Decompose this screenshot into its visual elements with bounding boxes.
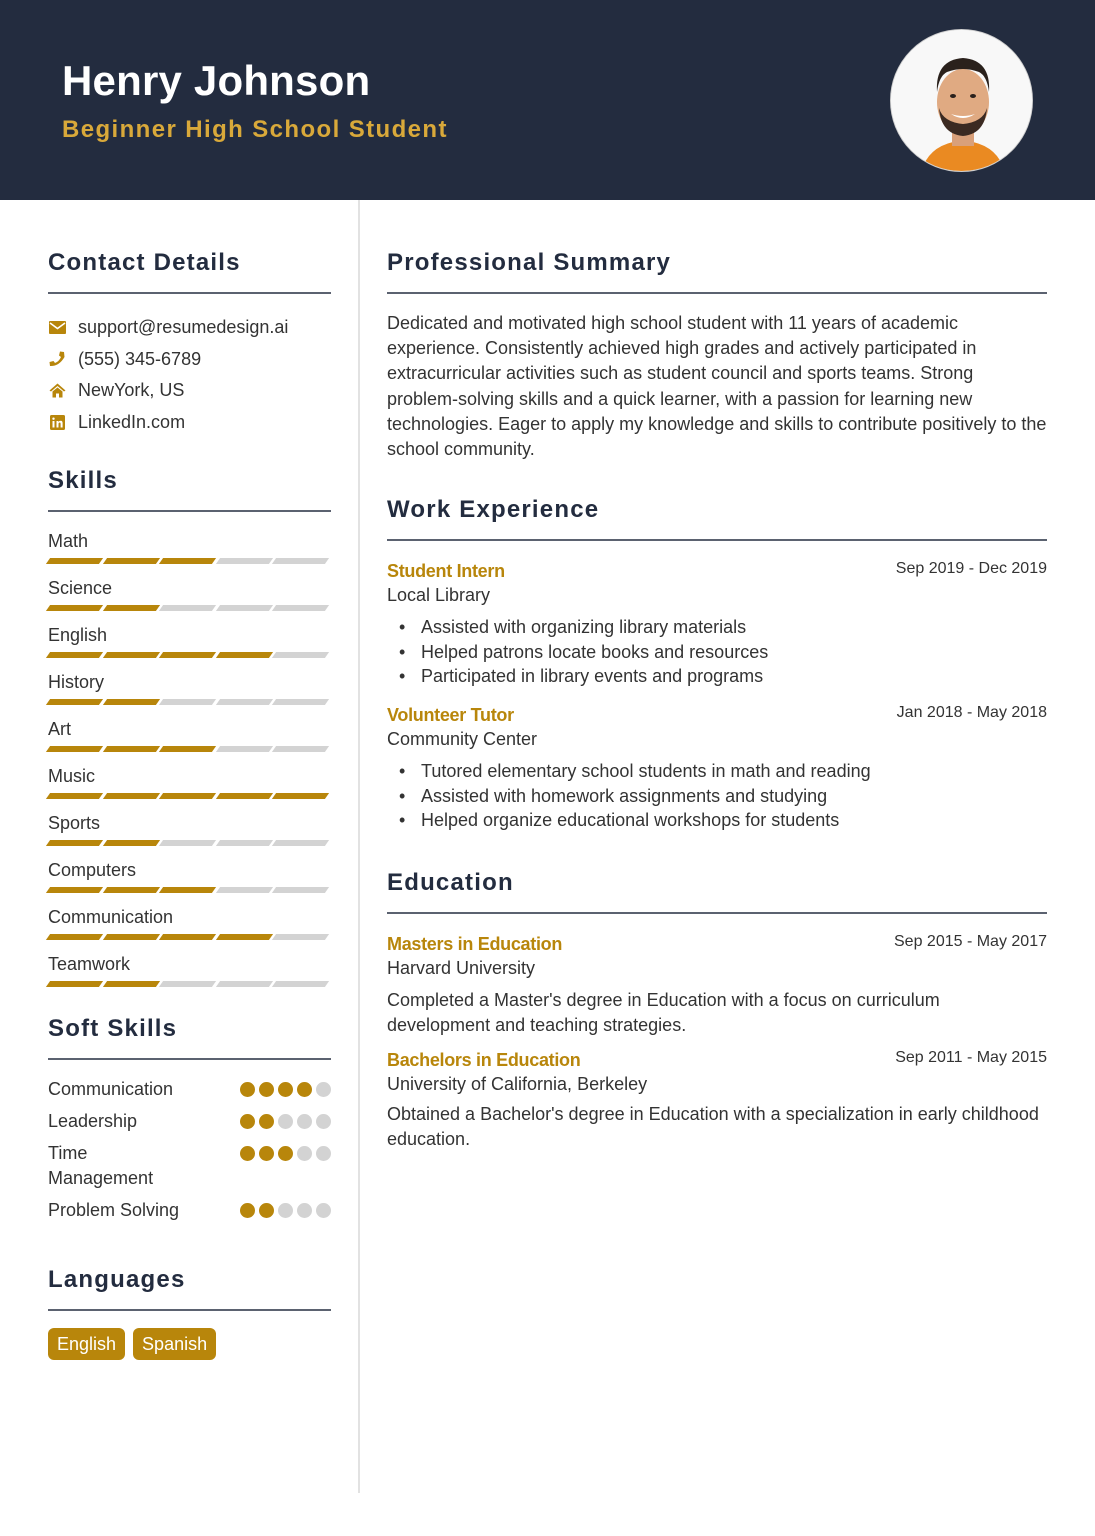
rating-dot [278,1082,293,1097]
skill-name: Math [48,531,89,551]
rating-dot [297,1146,312,1161]
home-icon [48,382,66,400]
envelope-icon [48,319,66,337]
rating-dot [278,1203,293,1218]
soft-skill-rating [240,1114,331,1129]
level-segment [216,981,273,987]
education-description: Completed a Master's degree in Education with a focus on curriculum development and teaching strategies. [387,989,940,1035]
skill-level-bar [48,793,331,799]
rating-dot [316,1146,331,1161]
bullet-item: • Helped organize educational workshops for students [387,808,1047,833]
entry-header [387,559,1047,583]
level-segment [159,981,216,987]
contact-location [48,375,331,407]
level-segment [272,793,329,799]
education-dates: Sep 2011 - May 2015 [895,1048,1047,1066]
level-segment [159,934,216,940]
level-segment [159,558,216,564]
skill-item [48,763,331,799]
level-segment [216,793,273,799]
candidate-name: Henry Johnson [62,57,371,104]
level-segment [272,746,329,752]
level-segment [46,981,103,987]
level-segment [46,558,103,564]
section-divider [48,292,331,294]
rating-dot [240,1203,255,1218]
section-title: Education [387,868,514,896]
languages-section [48,1265,331,1360]
level-segment [272,605,329,611]
soft-skill-rating [240,1082,331,1097]
rating-dot [316,1082,331,1097]
degree-name: Bachelors in Education [387,1049,581,1070]
level-segment [102,746,159,752]
linkedin-icon [48,413,66,431]
skill-name: Computers [48,860,137,880]
level-segment [102,934,159,940]
experience-section [387,495,1047,833]
rating-dot [297,1114,312,1129]
skill-level-bar [48,699,331,705]
rating-dot [259,1082,274,1097]
level-segment [102,652,159,658]
phone-icon [48,350,66,368]
level-segment [272,887,329,893]
soft-skill-item [48,1109,331,1134]
soft-skills-list [48,1077,331,1223]
education-item [387,932,1047,1038]
profile-photo-icon [891,30,1033,172]
section-title: Professional Summary [387,249,672,276]
skill-item [48,810,331,846]
summary-text: Dedicated and motivated high school student with 11 years of academic experience. Consistently achieved high grades and actively participated in extracurricular activities such as student council and sports teams. Strong problem-solving skills and a quick learner, with a passion for learning new technologies. Eager to apply my knowledge and skills to contribute positively to the school community. [387,313,1047,460]
level-segment [272,699,329,705]
column-divider [358,200,360,1493]
language-badge: Spanish [133,1328,216,1360]
job-organization: Local Library [387,585,491,606]
soft-skill-name: Time Management [48,1143,154,1188]
section-title: Soft Skills [48,1015,178,1042]
level-segment [216,840,273,846]
soft-skill-rating [240,1146,331,1161]
level-segment [159,699,216,705]
language-badge: English [48,1328,125,1360]
contact-phone[interactable] [48,344,331,376]
languages-list [48,1328,331,1360]
contact-text: (555) 345-6789 [78,348,202,369]
soft-skills-section [48,1014,331,1223]
summary-section [387,248,1047,462]
level-segment [46,840,103,846]
soft-skill-item [48,1198,331,1223]
education-dates: Sep 2015 - May 2017 [894,932,1047,950]
skill-name: Art [48,719,72,739]
soft-skill-name: Communication [48,1079,174,1099]
level-segment [102,558,159,564]
section-title: Languages [48,1266,186,1293]
bullet-item: • Tutored elementary school students in math and reading [387,759,1047,784]
level-segment [272,934,329,940]
level-segment [46,699,103,705]
level-segment [102,793,159,799]
level-segment [46,887,103,893]
section-title: Contact Details [48,249,241,276]
entry-header [387,703,1047,727]
contact-section [48,248,331,438]
soft-skill-rating [240,1203,331,1218]
rating-dot [278,1146,293,1161]
skill-item [48,575,331,611]
section-divider [48,510,331,512]
contact-email[interactable] [48,312,331,344]
level-segment [159,652,216,658]
level-segment [102,887,159,893]
skill-level-bar [48,605,331,611]
skill-level-bar [48,981,331,987]
level-segment [102,840,159,846]
candidate-title: Beginner High School Student [62,116,448,143]
skill-name: Science [48,578,113,598]
left-column [48,200,331,1360]
education-list [387,932,1047,1152]
level-segment [216,887,273,893]
skill-level-bar [48,840,331,846]
soft-skill-name: Leadership [48,1111,138,1131]
rating-dot [316,1203,331,1218]
level-segment [216,699,273,705]
level-segment [272,558,329,564]
job-bullets [387,759,1047,833]
experience-item [387,703,1047,833]
contact-text: LinkedIn.com [78,411,186,432]
level-segment [46,793,103,799]
job-dates: Sep 2019 - Dec 2019 [895,560,1047,578]
school-name: Harvard University [387,957,536,978]
section-title: Work Experience [387,496,600,524]
school-name: University of California, Berkeley [387,1073,648,1094]
job-organization: Community Center [387,729,538,749]
job-role: Volunteer Tutor [387,705,514,725]
skill-level-bar [48,887,331,893]
section-divider [387,292,1047,294]
skill-level-bar [48,558,331,564]
rating-dot [259,1146,274,1161]
rating-dot [316,1114,331,1129]
education-item [387,1048,1047,1152]
rating-dot [259,1114,274,1129]
rating-dot [297,1082,312,1097]
resume-header [0,0,1095,200]
job-dates: Jan 2018 - May 2018 [896,704,1047,721]
rating-dot [297,1203,312,1218]
level-segment [159,746,216,752]
skills-list [48,528,331,987]
right-column [387,200,1047,1152]
avatar [890,29,1033,172]
soft-skill-item [48,1141,331,1191]
section-title: Skills [48,467,118,494]
bullet-item: • Assisted with homework assignments and studying [387,784,1047,809]
education-description: Obtained a Bachelor's degree in Education with a specialization in early childhood education. [387,1103,1039,1149]
rating-dot [259,1203,274,1218]
level-segment [102,981,159,987]
skill-item [48,716,331,752]
level-segment [272,981,329,987]
soft-skill-name: Problem Solving [48,1200,180,1220]
section-divider [48,1309,331,1311]
level-segment [46,652,103,658]
entry-header [387,1048,1047,1072]
level-segment [216,558,273,564]
job-bullets [387,615,1047,689]
education-section [387,868,1047,1152]
contact-text: support@resumedesign.ai [78,317,289,338]
soft-skill-item [48,1077,331,1102]
bullet-item: • Participated in library events and programs [387,664,1047,689]
contact-text: NewYork, US [78,380,185,401]
bullet-item: • Helped patrons locate books and resources [387,640,1047,665]
skill-name: History [48,672,105,692]
level-segment [216,605,273,611]
level-segment [272,652,329,658]
level-segment [46,934,103,940]
skill-item [48,669,331,705]
level-segment [216,652,273,658]
skill-item [48,622,331,658]
level-segment [102,699,159,705]
experience-list [387,559,1047,833]
level-segment [159,887,216,893]
skill-level-bar [48,652,331,658]
rating-dot [240,1082,255,1097]
degree-name: Masters in Education [387,933,563,954]
skill-name: Teamwork [48,954,131,974]
level-segment [46,605,103,611]
level-segment [102,605,159,611]
skill-item [48,951,331,987]
skill-name: Communication [48,907,174,927]
skill-level-bar [48,746,331,752]
section-divider [48,1058,331,1060]
rating-dot [278,1114,293,1129]
level-segment [159,605,216,611]
entry-header [387,932,1047,956]
skill-name: Music [48,766,96,786]
job-role: Student Intern [387,561,505,582]
skill-item [48,904,331,940]
rating-dot [240,1146,255,1161]
level-segment [46,746,103,752]
skill-name: Sports [48,813,101,833]
level-segment [272,840,329,846]
level-segment [216,934,273,940]
bullet-item: • Assisted with organizing library materials [387,615,1047,640]
skill-name: English [48,625,108,645]
level-segment [159,840,216,846]
contact-linkedin[interactable] [48,407,331,439]
rating-dot [240,1114,255,1129]
level-segment [216,746,273,752]
experience-item [387,559,1047,689]
skill-level-bar [48,934,331,940]
section-divider [387,539,1047,541]
level-segment [159,793,216,799]
skills-section [48,466,331,987]
skill-item [48,857,331,893]
section-divider [387,912,1047,914]
skill-item [48,528,331,564]
